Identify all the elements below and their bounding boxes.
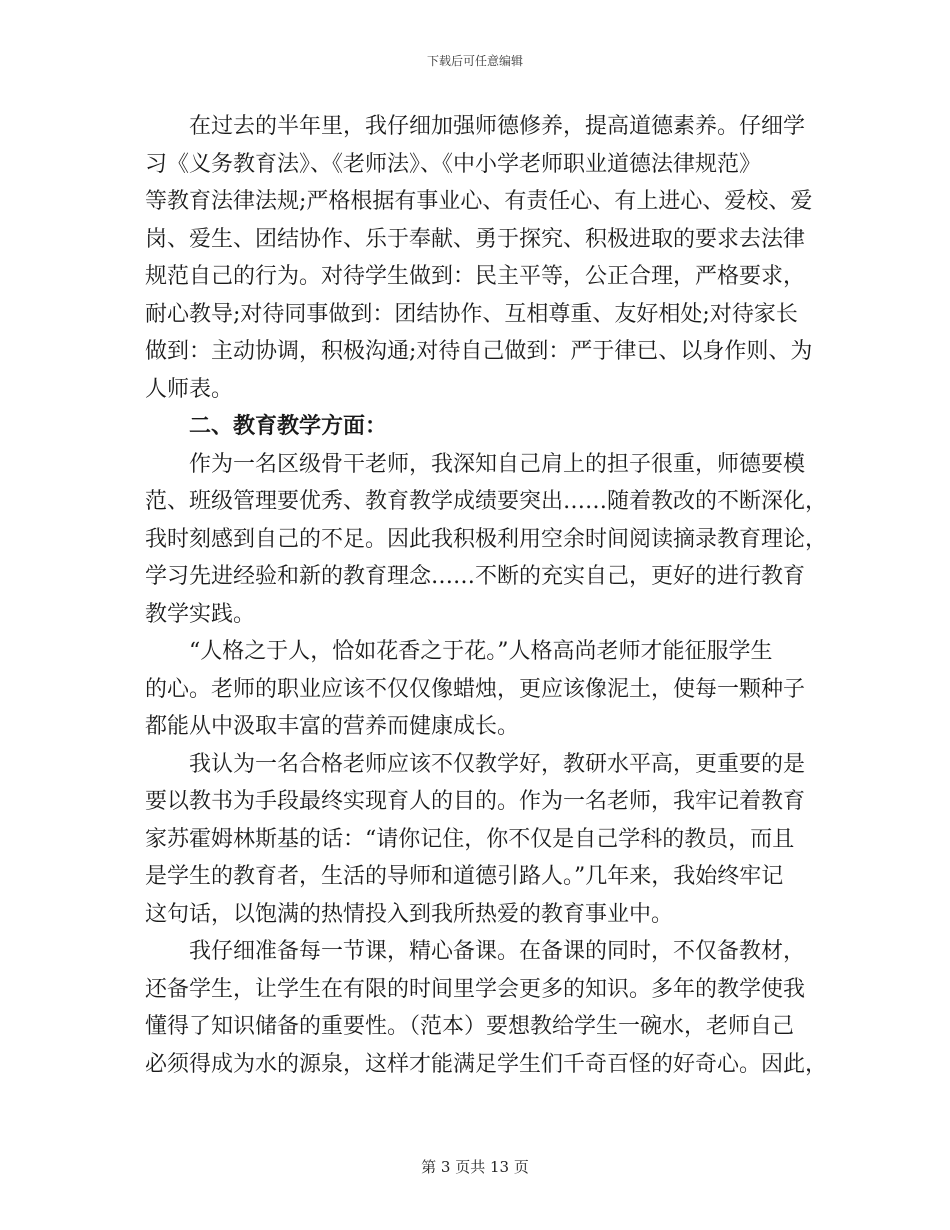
- paragraph-line: “人格之于人，恰如花香之于花。”人格高尚老师才能征服学生: [189, 639, 773, 664]
- paragraph-line: 都能从中汲取丰富的营养而健康成长。: [145, 714, 520, 739]
- paragraph-line: 范、班级管理要优秀、教育教学成绩要突出……随着教改的不断深化，: [145, 489, 828, 514]
- paragraph-line: 等教育法律法规;严格根据有事业心、有责任心、有上进心、爱校、爱: [145, 189, 813, 214]
- page-header: 下载后可任意编辑: [426, 54, 523, 68]
- paragraph-line: 必须得成为水的源泉，这样才能满足学生们千奇百怪的好奇心。因此，: [145, 1051, 828, 1077]
- section-heading: 二、教育教学方面：: [189, 413, 388, 439]
- page-footer: 第 3 页共 13 页: [421, 1158, 529, 1176]
- paragraph-line: 教学实践。: [145, 601, 256, 627]
- paragraph-line: 家苏霍姆林斯基的话：“请你记住，你不仅是自己学科的教员，而且: [145, 826, 795, 852]
- paragraph-line: 学习先进经验和新的教育理念……不断的充实自己，更好的进行教育: [145, 564, 806, 589]
- paragraph-line: 这句话，以饱满的热情投入到我所热爱的教育事业中。: [145, 901, 674, 927]
- document-body: [145, 108, 828, 1083]
- paragraph-line: 岗、爱生、团结协作、乐于奉献、勇于探究、积极进取的要求去法律: [145, 226, 806, 252]
- paragraph-line: 在过去的半年里，我仔细加强师德修养，提高道德素养。仔细学: [189, 114, 806, 139]
- paragraph-line: 作为一名区级骨干老师，我深知自己肩上的担子很重，师德要模: [189, 451, 806, 477]
- paragraph-line: 要以教书为手段最终实现育人的目的。作为一名老师，我牢记着教育: [145, 789, 806, 814]
- paragraph-line: 习《义务教育法》、《老师法》、《中小学老师职业道德法律规范》: [145, 151, 762, 177]
- paragraph-line: 我时刻感到自己的不足。因此我积极利用空余时间阅读摘录教育理论，: [145, 526, 828, 552]
- paragraph-line: 耐心教导;对待同事做到：团结协作、互相尊重、友好相处;对待家长: [145, 301, 798, 327]
- paragraph-line: 我认为一名合格老师应该不仅教学好，教研水平高，更重要的是: [189, 751, 806, 777]
- paragraph-line: 我仔细准备每一节课，精心备课。在备课的同时，不仅备教材，: [189, 939, 806, 964]
- paragraph-line: 的心。老师的职业应该不仅仅像蜡烛，更应该像泥土，使每一颗种子: [145, 676, 806, 702]
- paragraph-line: 规范自己的行为。对待学生做到：民主平等，公正合理，严格要求，: [145, 264, 806, 289]
- paragraph-line: 是学生的教育者，生活的导师和道德引路人。”几年来，我始终牢记: [145, 864, 784, 889]
- paragraph-line: 人师表。: [145, 376, 234, 402]
- paragraph-line: 做到：主动协调，积极沟通;对待自己做到：严于律已、以身作则、为: [145, 339, 813, 364]
- paragraph-line: 还备学生，让学生在有限的时间里学会更多的知识。多年的教学使我: [145, 976, 806, 1002]
- paragraph-line: 懂得了知识储备的重要性。（范本）要想教给学生一碗水，老师自己: [145, 1014, 795, 1039]
